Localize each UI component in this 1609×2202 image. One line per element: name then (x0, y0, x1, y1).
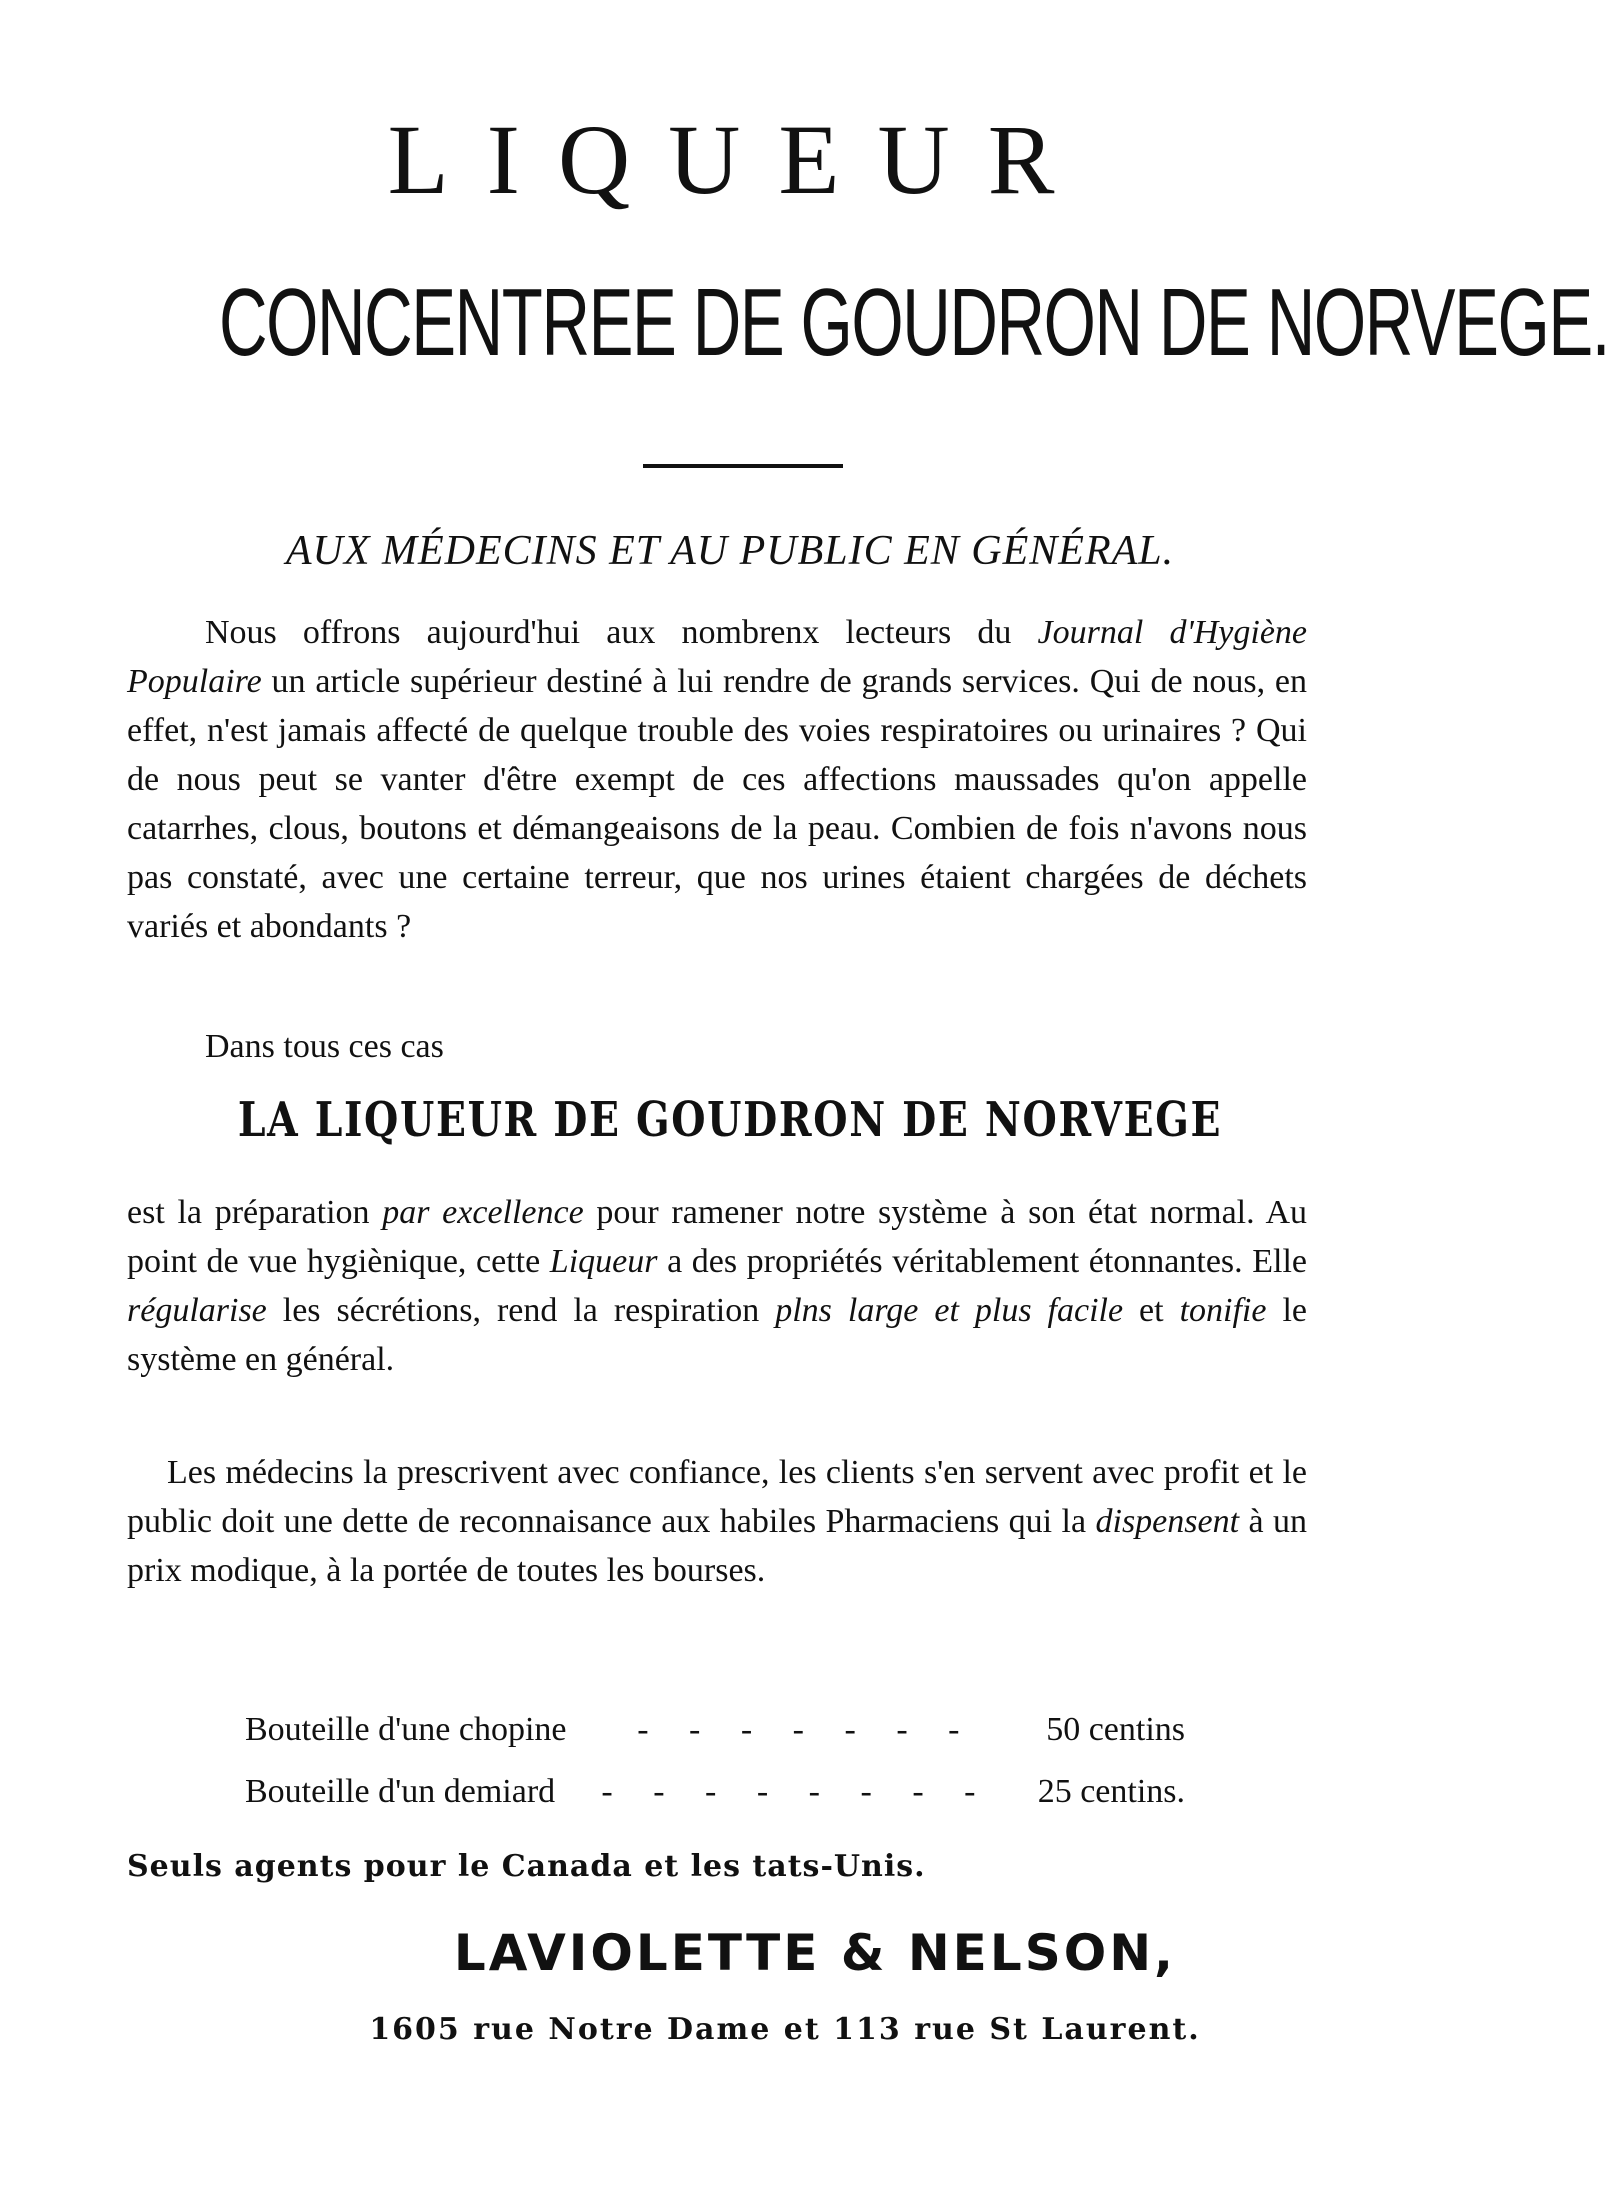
price-row-chopine (245, 1700, 1185, 1760)
price-value: 25 centins. (1037, 1773, 1185, 1810)
italic-phrase: dispensent (1095, 1503, 1240, 1540)
text-run: les sécrétions, rend la respiration (266, 1292, 776, 1329)
text-run: et (1123, 1292, 1180, 1329)
page-title: LIQUEUR (387, 104, 1093, 215)
text-run: à un prix modique, à la portée de toutes les bourses. (127, 1503, 1307, 1589)
italic-phrase: Liqueur (549, 1243, 658, 1280)
divider-rule (643, 464, 843, 468)
price-item: Bouteille d'un demiard (245, 1773, 556, 1810)
text-run: le système en général. (127, 1292, 1307, 1378)
company-name: LAVIOLETTE & NELSON, (453, 1924, 1177, 1982)
company-address: 1605 rue Notre Dame et 113 rue St Laurent. (369, 2012, 1201, 2047)
italic-phrase: plns large et plus facile (775, 1292, 1124, 1329)
agents-line: Seuls agents pour le Canada et les tats-Unis. (127, 1849, 926, 1884)
italic-phrase: tonifie (1179, 1292, 1267, 1329)
text-run: pour ramener notre système à son état normal. Au point de vue hygiènique, cette (127, 1194, 1307, 1280)
text-run: Nous offrons aujourd'hui aux nombrenx lecteurs du (205, 614, 1038, 651)
price-item: Bouteille d'une chopine (245, 1711, 567, 1748)
text-run: un article supérieur destiné à lui rendre de grands services. Qui de nous, en effet, n'est jamais affecté de quelque trouble des voies respiratoires ou urinaires ? Qui de nous peut se vanter d'être exempt de ces affections maussades qu'on appelle catarrhes, clous, boutons et démangeaisons de la peau. Combien de fois n'avons nous pas constaté, avec une certaine terreur, que nos urines étaient chargées de déchets variés et abondants ? (127, 663, 1307, 945)
section-heading: AUX MÉDECINS ET AU PUBLIC EN GÉNÉRAL. (285, 528, 1175, 574)
price-row-demiard (245, 1762, 1185, 1822)
text-run: est la préparation (127, 1194, 383, 1231)
product-subtitle: CONCENTREE DE GOUDRON DE NORVEGE. (219, 269, 1609, 376)
text-run: Les médecins la prescrivent avec confiance, les clients s'en servent avec profit et le public doit une dette de reconnaisance aux habiles Pharmaciens qui la (127, 1454, 1307, 1540)
italic-phrase: par excellence (382, 1194, 584, 1231)
price-value: 50 centins (1046, 1711, 1185, 1748)
intro-line: Dans tous ces cas (205, 1028, 444, 1065)
product-heading: LA LIQUEUR DE GOUDRON DE NORVEGE (237, 1092, 1223, 1148)
price-leader: - - - - - - - (637, 1711, 976, 1748)
journal-name: Journal d'Hygiène Populaire (127, 614, 1307, 700)
paragraph-benefits (127, 1188, 1307, 1384)
paragraph-doctors (127, 1448, 1307, 1595)
paragraph-intro (127, 608, 1307, 951)
italic-phrase: régularise (127, 1292, 267, 1329)
text-run: a des propriétés véritablement étonnantes. Elle (657, 1243, 1307, 1280)
price-leader: - - - - - - - - (601, 1773, 992, 1810)
